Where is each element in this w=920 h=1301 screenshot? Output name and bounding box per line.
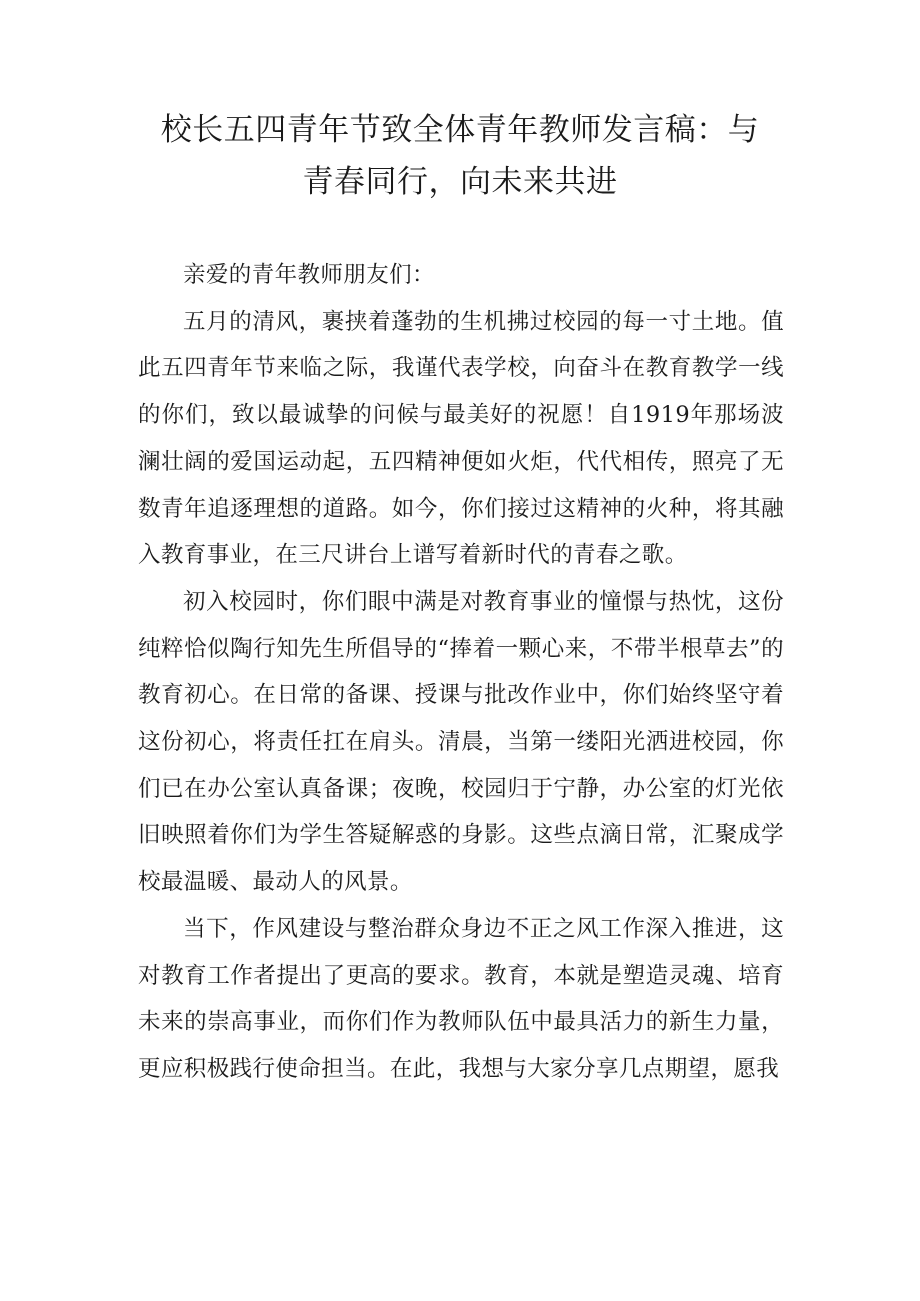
document-body bbox=[138, 252, 784, 1093]
title-line-1: 校长五四青年节致全体青年教师发言稿：与 bbox=[160, 112, 760, 148]
body-paragraph-3: 当下，作风建设与整治群众身边不正之风工作深入推进，这对教育工作者提出了更高的要求。教育，本就是塑造灵魂、培育未来的崇高事业，而你们作为教师队伍中最具活力的新生力量，更应积极践行使命担当。在此，我想与大家分享几点期望，愿我 bbox=[138, 915, 784, 1082]
document-title bbox=[100, 104, 820, 208]
salutation-paragraph: 亲爱的青年教师朋友们： bbox=[183, 262, 435, 288]
title-line-2: 青春同行，向未来共进 bbox=[302, 164, 618, 200]
body-paragraph-1: 五月的清风，裹挟着蓬勃的生机拂过校园的每一寸土地。值此五四青年节来临之际，我谨代表学校，向奋斗在教育教学一线的你们，致以最诚挚的问候与最美好的祝愿！自1919年那场波澜壮阔的爱国运动起，五四精神便如火炬，代代相传，照亮了无数青年追逐理想的道路。如今，你们接过这精神的火种，将其融入教育事业，在三尺讲台上谱写着新时代的青春之歌。 bbox=[138, 308, 784, 569]
body-paragraph-2: 初入校园时，你们眼中满是对教育事业的憧憬与热忱，这份纯粹恰似陶行知先生所倡导的“捧着一颗心来，不带半根草去”的教育初心。在日常的备课、授课与批改作业中，你们始终坚守着这份初心，将责任扛在肩头。清晨，当第一缕阳光洒进校园，你们已在办公室认真备课；夜晚，校园归于宁静，办公室的灯光依旧映照着你们为学生答疑解惑的身影。这些点滴日常，汇聚成学校最温暖、最动人的风景。 bbox=[138, 588, 784, 896]
